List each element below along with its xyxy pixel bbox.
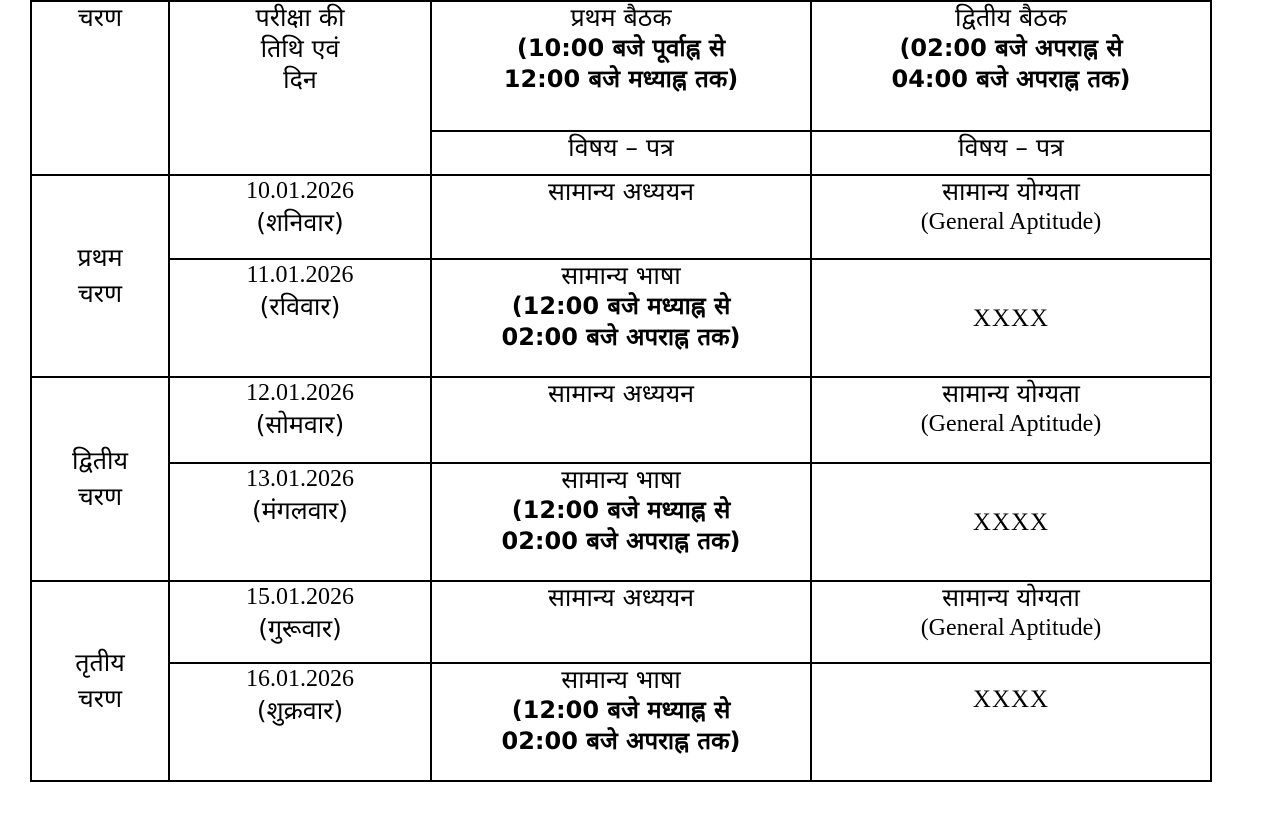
stage-1-day-2-date-cell (169, 259, 431, 377)
first-sitting-subject: सामान्य भाषा (561, 261, 681, 290)
header-first-subject-paper (431, 131, 811, 175)
exam-weekday: (मंगलवार) (251, 496, 349, 525)
second-sitting-placeholder: XXXX (972, 304, 1050, 332)
exam-weekday: (सोमवार) (255, 410, 345, 439)
stage-2-day-2-first-sitting (431, 463, 811, 581)
stage-1-day-1-date-cell (169, 175, 431, 259)
table-row (31, 175, 1211, 259)
exam-date: 15.01.2026 (246, 584, 354, 610)
header-first-sitting-time-2: 12:00 बजे मध्याह्न तक) (503, 65, 739, 93)
second-sitting-subject: सामान्य योग्यता (942, 177, 1080, 206)
header-stage (31, 1, 169, 175)
table-row (31, 581, 1211, 663)
table-row (31, 663, 1211, 781)
first-sitting-time-1: (12:00 बजे मध्याह्न से (511, 496, 731, 524)
header-second-sitting-time-2: 04:00 बजे अपराह्न तक) (891, 65, 1131, 93)
stage-3-name-line-1: तृतीय (75, 648, 125, 677)
stage-1-cell (31, 175, 169, 377)
exam-weekday: (शनिवार) (256, 208, 344, 237)
first-sitting-subject: सामान्य अध्ययन (548, 379, 694, 408)
exam-date: 16.01.2026 (246, 666, 354, 692)
stage-2-day-2-second-sitting (811, 463, 1211, 581)
header-first-sitting-time-1: (10:00 बजे पूर्वाह्न से (516, 34, 726, 62)
stage-3-day-1-first-sitting (431, 581, 811, 663)
second-sitting-subject-english: (General Aptitude) (920, 209, 1102, 235)
header-date-line-3: दिन (283, 65, 317, 94)
first-sitting-time-1: (12:00 बजे मध्याह्न से (511, 292, 731, 320)
header-first-sitting (431, 1, 811, 131)
stage-1-name-line-1: प्रथम (77, 243, 123, 272)
stage-3-day-1-second-sitting (811, 581, 1211, 663)
first-sitting-time-2: 02:00 बजे अपराह्न तक) (501, 527, 741, 555)
table-row (31, 259, 1211, 377)
first-sitting-time-1: (12:00 बजे मध्याह्न से (511, 696, 731, 724)
stage-2-name-line-2: चरण (77, 482, 123, 511)
exam-date: 12.01.2026 (246, 380, 354, 406)
table-row (31, 463, 1211, 581)
exam-weekday: (शुक्रवार) (256, 696, 344, 725)
stage-3-day-2-second-sitting (811, 663, 1211, 781)
first-sitting-subject: सामान्य अध्ययन (548, 583, 694, 612)
subject-paper-label-second: विषय – पत्र (958, 133, 1064, 162)
stage-2-cell (31, 377, 169, 581)
first-sitting-subject: सामान्य भाषा (561, 665, 681, 694)
second-sitting-placeholder: XXXX (972, 686, 1050, 713)
exam-date: 11.01.2026 (246, 262, 354, 288)
stage-3-name-line-2: चरण (77, 684, 123, 713)
header-second-subject-paper (811, 131, 1211, 175)
stage-2-day-1-second-sitting (811, 377, 1211, 463)
stage-1-name-line-2: चरण (77, 279, 123, 308)
exam-weekday: (गुरूवार) (258, 614, 342, 643)
stage-1-day-2-first-sitting (431, 259, 811, 377)
first-sitting-subject: सामान्य अध्ययन (548, 177, 694, 206)
header-first-sitting-title: प्रथम बैठक (570, 3, 672, 32)
stage-1-day-2-second-sitting (811, 259, 1211, 377)
second-sitting-subject: सामान्य योग्यता (942, 583, 1080, 612)
header-date-line-1: परीक्षा की (255, 3, 345, 32)
stage-2-name-line-1: द्वितीय (71, 446, 129, 475)
exam-schedule-table (30, 0, 1212, 782)
stage-2-day-2-date-cell (169, 463, 431, 581)
second-sitting-subject-english: (General Aptitude) (920, 411, 1102, 437)
table-row (31, 377, 1211, 463)
stage-3-cell (31, 581, 169, 781)
stage-3-day-1-date-cell (169, 581, 431, 663)
exam-weekday: (रविवार) (259, 292, 341, 321)
stage-3-day-2-first-sitting (431, 663, 811, 781)
header-date-line-2: तिथि एवं (260, 34, 340, 63)
header-second-sitting-title: द्वितीय बैठक (954, 3, 1068, 32)
subject-paper-label-first: विषय – पत्र (568, 133, 674, 162)
stage-2-day-1-date-cell (169, 377, 431, 463)
header-row (31, 1, 1211, 131)
second-sitting-placeholder: XXXX (972, 508, 1050, 536)
header-second-sitting (811, 1, 1211, 131)
header-stage-label: चरण (77, 3, 123, 32)
header-second-sitting-time-1: (02:00 बजे अपराह्न से (899, 34, 1123, 62)
stage-1-day-1-second-sitting (811, 175, 1211, 259)
stage-2-day-1-first-sitting (431, 377, 811, 463)
first-sitting-time-2: 02:00 बजे अपराह्न तक) (501, 323, 741, 351)
first-sitting-time-2: 02:00 बजे अपराह्न तक) (501, 727, 741, 755)
exam-date: 10.01.2026 (246, 178, 354, 204)
second-sitting-subject: सामान्य योग्यता (942, 379, 1080, 408)
exam-date: 13.01.2026 (246, 466, 354, 492)
first-sitting-subject: सामान्य भाषा (561, 465, 681, 494)
header-date (169, 1, 431, 175)
stage-3-day-2-date-cell (169, 663, 431, 781)
exam-schedule-sheet (30, 0, 1210, 790)
stage-1-day-1-first-sitting (431, 175, 811, 259)
second-sitting-subject-english: (General Aptitude) (920, 615, 1102, 641)
